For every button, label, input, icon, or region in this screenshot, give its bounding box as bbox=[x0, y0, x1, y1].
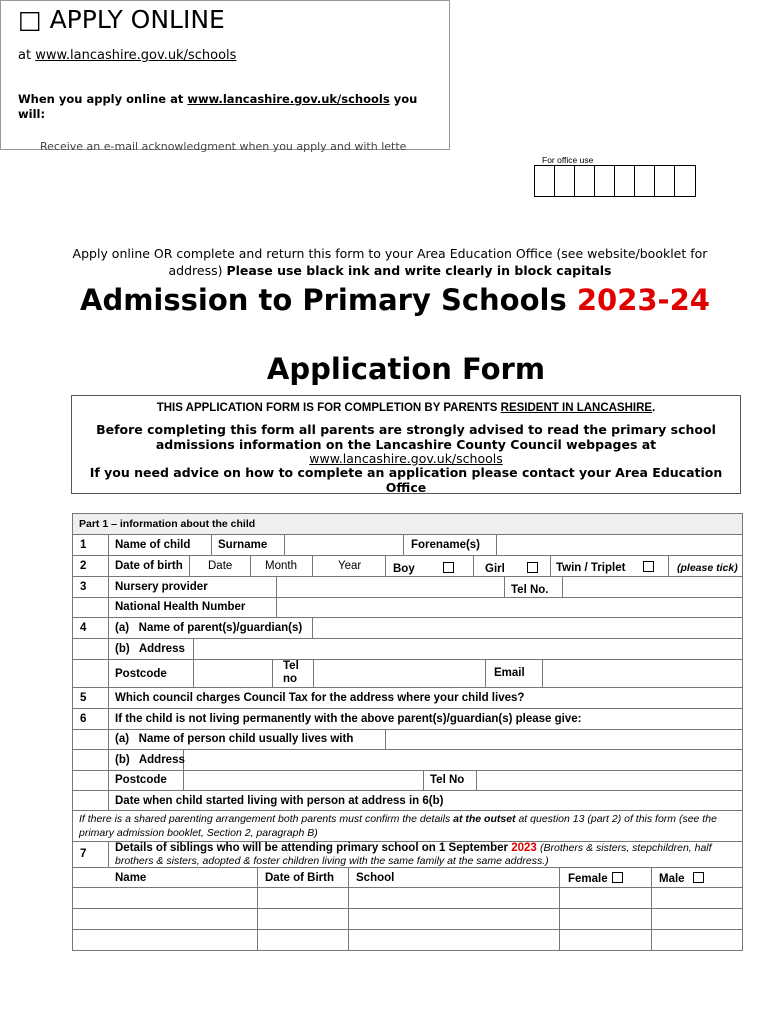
grid-line bbox=[550, 555, 551, 576]
grid-line bbox=[72, 790, 743, 791]
girl-label: Girl bbox=[485, 563, 505, 575]
girl-checkbox-icon[interactable] bbox=[527, 562, 538, 573]
notice-line-1b: . bbox=[652, 402, 656, 414]
notice-box bbox=[71, 395, 741, 494]
girl-option[interactable] bbox=[485, 562, 538, 575]
box-glyph-icon: □ bbox=[18, 5, 42, 34]
sibling-row[interactable] bbox=[73, 888, 741, 907]
when-text-2: you will: bbox=[18, 92, 418, 121]
postcode-field-2[interactable] bbox=[184, 771, 422, 789]
boy-checkbox-icon[interactable] bbox=[443, 562, 454, 573]
tel-field-2[interactable] bbox=[477, 771, 741, 789]
office-use-label: For office use bbox=[542, 155, 594, 165]
notice-resident: RESIDENT IN LANCASHIRE bbox=[500, 402, 653, 414]
grid-line bbox=[72, 687, 743, 688]
siblings-text-b: (Brothers & sisters, stepchildren, half brothers & sisters, adopted & foster children living with the same family at the same address.) bbox=[115, 842, 712, 867]
title-main: Admission to Primary Schools bbox=[80, 283, 567, 317]
address-field-2[interactable] bbox=[184, 750, 741, 769]
siblings-year: 2023 bbox=[511, 842, 537, 854]
office-box bbox=[575, 166, 595, 196]
grid-line bbox=[668, 555, 669, 576]
office-box bbox=[535, 166, 555, 196]
at-prefix: at bbox=[18, 48, 32, 63]
row-number: 4 bbox=[80, 622, 87, 634]
nursery-tel-field[interactable] bbox=[563, 577, 741, 596]
row-number: 7 bbox=[80, 848, 87, 860]
row-number: 5 bbox=[80, 692, 87, 704]
sibling-row[interactable] bbox=[73, 930, 741, 949]
twin-checkbox-icon[interactable] bbox=[643, 561, 654, 572]
notice-line-3: If you need advice on how to complete an application please contact your Area Education Office bbox=[89, 465, 723, 495]
tel-field[interactable] bbox=[314, 660, 484, 686]
title-year: 2023-24 bbox=[576, 283, 710, 317]
nhs-label: National Health Number bbox=[115, 601, 246, 613]
twin-label: Twin / Triplet bbox=[556, 562, 626, 574]
boy-option[interactable] bbox=[393, 562, 454, 575]
nhs-field[interactable] bbox=[277, 598, 741, 616]
office-use-boxes bbox=[534, 165, 696, 197]
grid-line bbox=[473, 555, 474, 576]
row-number: 3 bbox=[80, 581, 87, 593]
office-box bbox=[595, 166, 615, 196]
tel-no-label: Tel no bbox=[283, 660, 299, 685]
grid-line bbox=[504, 576, 505, 597]
page-title bbox=[80, 283, 720, 318]
col-name-header: Name bbox=[115, 872, 147, 884]
notice-line-1a: THIS APPLICATION FORM IS FOR COMPLETION BY PARENTS bbox=[156, 402, 498, 414]
col-male-header[interactable] bbox=[659, 872, 704, 885]
address-label-2: (b) Address bbox=[115, 754, 185, 766]
address-field[interactable] bbox=[194, 639, 741, 658]
grid-line bbox=[423, 770, 424, 790]
office-box bbox=[555, 166, 575, 196]
office-box bbox=[675, 166, 695, 196]
apply-online-url-line bbox=[18, 48, 236, 63]
not-living-question: If the child is not living permanently with the above parent(s)/guardian(s) please give: bbox=[115, 713, 582, 725]
person-name-field[interactable] bbox=[386, 730, 741, 748]
shared-note-a: If there is a shared parenting arrangement both parents must confirm the details bbox=[79, 813, 451, 825]
intro-bold: Please use black ink and write clearly in block capitals bbox=[226, 263, 612, 278]
grid-line bbox=[108, 534, 109, 810]
grid-line bbox=[72, 555, 743, 556]
page-subtitle: Application Form bbox=[266, 352, 546, 386]
nursery-label: Nursery provider bbox=[115, 581, 208, 593]
col-dob-header: Date of Birth bbox=[265, 872, 334, 884]
grid-line bbox=[250, 555, 251, 576]
grid-line bbox=[485, 659, 486, 687]
apply-online-box bbox=[0, 0, 450, 153]
dob-date-field[interactable]: Date bbox=[208, 560, 233, 572]
female-checkbox-icon[interactable] bbox=[612, 872, 623, 883]
postcode-field[interactable] bbox=[194, 660, 271, 686]
grid-line bbox=[72, 810, 743, 811]
grid-line bbox=[742, 513, 743, 950]
shared-note-c: at question 13 (part 2) of this form (see the primary admission booklet, Section 2, paragraph B) bbox=[79, 813, 717, 839]
forenames-field[interactable] bbox=[497, 535, 741, 554]
parent-name-field[interactable] bbox=[313, 618, 741, 637]
grid-line bbox=[72, 708, 743, 709]
grid-line bbox=[211, 534, 212, 555]
dob-label: Date of birth bbox=[115, 560, 183, 572]
sibling-row[interactable] bbox=[73, 909, 741, 928]
boy-label: Boy bbox=[393, 563, 415, 575]
nursery-tel-label: Tel No. bbox=[511, 584, 549, 596]
postcode-label: Postcode bbox=[115, 668, 167, 680]
grid-line bbox=[189, 555, 190, 576]
male-checkbox-icon[interactable] bbox=[693, 872, 704, 883]
grid-line bbox=[72, 950, 743, 951]
notice-url-link[interactable]: www.lancashire.gov.uk/schools bbox=[309, 451, 503, 466]
grid-line bbox=[72, 513, 743, 514]
person-name-label: (a) Name of person child usually lives with bbox=[115, 733, 354, 745]
council-tax-question: Which council charges Council Tax for the address where your child lives? bbox=[115, 692, 525, 704]
row-number: 2 bbox=[80, 560, 87, 572]
email-field[interactable] bbox=[543, 660, 741, 686]
grid-line bbox=[272, 659, 273, 687]
female-label: Female bbox=[568, 873, 608, 885]
when-url-link[interactable]: www.lancashire.gov.uk/schools bbox=[187, 92, 390, 106]
dob-month-field[interactable]: Month bbox=[265, 560, 297, 572]
col-female-header[interactable] bbox=[568, 872, 623, 885]
grid-line bbox=[385, 555, 386, 576]
col-school-header: School bbox=[356, 872, 395, 884]
row-number: 1 bbox=[80, 539, 87, 551]
parent-name-label: (a) Name of parent(s)/guardian(s) bbox=[115, 622, 303, 634]
grid-line bbox=[72, 513, 73, 950]
please-tick-note: (please tick) bbox=[677, 562, 738, 574]
notice-line-2: Before completing this form all parents are strongly advised to read the primary school admissions information on the Lancashire County Council webpages at bbox=[96, 422, 716, 452]
part1-title: Part 1 – information about the child bbox=[79, 518, 256, 530]
email-label: Email bbox=[494, 667, 525, 679]
apply-online-title bbox=[18, 5, 225, 34]
address-label: (b) Address bbox=[115, 643, 185, 655]
male-label: Male bbox=[659, 873, 685, 885]
grid-line bbox=[312, 555, 313, 576]
apply-when-text bbox=[18, 92, 438, 122]
grid-line bbox=[108, 841, 109, 867]
notice-line-1 bbox=[72, 402, 740, 414]
office-box bbox=[655, 166, 675, 196]
intro-text bbox=[70, 245, 710, 279]
dob-year-field[interactable]: Year bbox=[338, 560, 362, 572]
surname-label: Surname bbox=[218, 539, 268, 551]
tel-no-label-2: Tel No bbox=[430, 774, 465, 786]
surname-field[interactable] bbox=[285, 535, 402, 554]
forenames-label: Forename(s) bbox=[411, 539, 481, 551]
name-of-child-label: Name of child bbox=[115, 539, 191, 551]
shared-parenting-note bbox=[79, 812, 734, 840]
office-box bbox=[635, 166, 655, 196]
siblings-question bbox=[115, 842, 735, 868]
shared-note-b: at the outset bbox=[453, 813, 516, 825]
grid-line bbox=[403, 534, 404, 555]
nursery-field[interactable] bbox=[277, 577, 503, 596]
siblings-text-a: Details of siblings who will be attending primary school on 1 September bbox=[115, 842, 508, 854]
date-started-label: Date when child started living with person at address in 6(b) bbox=[115, 795, 444, 807]
office-box bbox=[615, 166, 635, 196]
apply-online-label: APPLY ONLINE bbox=[49, 5, 225, 34]
apply-url-link[interactable]: www.lancashire.gov.uk/schools bbox=[35, 48, 237, 63]
apply-cut-text: Receive an e-mail acknowledgment when you apply and with lette bbox=[40, 140, 407, 153]
when-text-1: When you apply online at bbox=[18, 92, 184, 106]
intro-line: Apply online OR complete and return this form to your Area Education Office (see website/booklet for address) bbox=[72, 246, 708, 278]
row-number: 6 bbox=[80, 713, 87, 725]
twin-option[interactable] bbox=[556, 561, 654, 574]
postcode-label-2: Postcode bbox=[115, 774, 167, 786]
